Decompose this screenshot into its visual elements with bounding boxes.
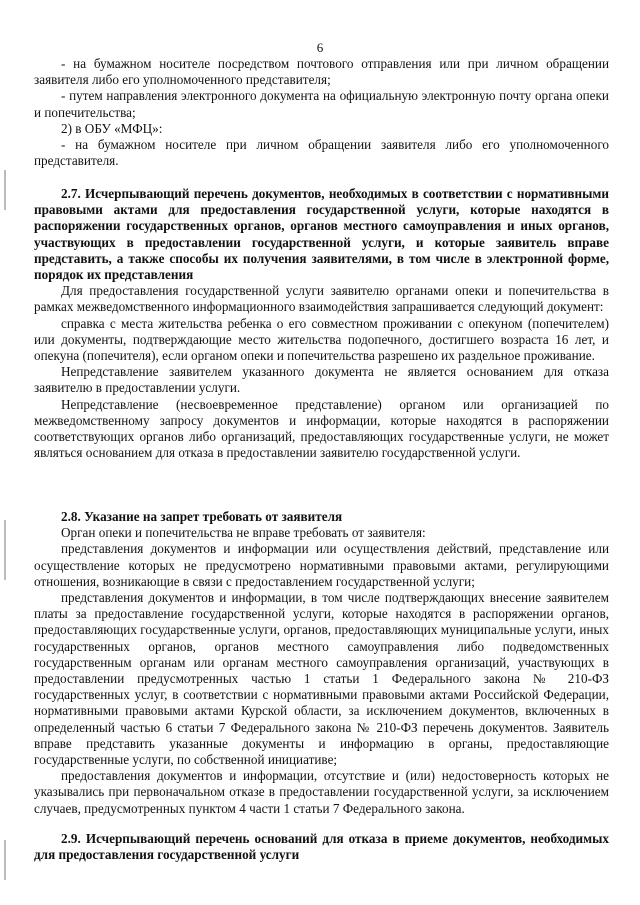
- paragraph: Непредставление (несвоевременное представление) органом или организацией по межведомственному запросу документов и информации, которые находятся в распоряжении соответствующих органов либо организаций, предоставляющих государственные услуги, не может являться основанием для отказа в предоставлении заявителю государственной услуги.: [34, 396, 609, 461]
- page-number: 6: [316, 40, 324, 55]
- paragraph: Орган опеки и попечительства не вправе требовать от заявителя:: [61, 525, 426, 541]
- top-paragraphs: [34, 56, 609, 169]
- section-2-8: [34, 509, 609, 817]
- paragraph: справка с места жительства ребенка о его совместном проживании с опекуном (попечителем) или документы, подтверждающие место жительства подопечного, достигшего возраста 16 лет, и опекуна (попечителя), если органом опеки и попечительства разрешено их раздельное проживание.: [34, 315, 609, 364]
- paragraph: представления документов и информации или осуществления действий, представление или осуществление которых не предусмотрено нормативными правовыми актами, регулирующими отношения, возникающие в связи с предоставлением государственной услуги;: [34, 541, 609, 589]
- section-heading: 2.9. Исчерпывающий перечень оснований для отказа в приеме документов, необходимых для предоставления государственной услуги: [34, 831, 609, 863]
- paragraph: представления документов и информации, в том числе подтверждающих внесение заявителем платы за предоставление государственной услуги, которые находятся в распоряжении органов, предоставляющих государственные услуги, органов, предоставляющих муниципальные услуги, иных государственных органов, органов местного самоуправления либо подведомственных государственным органам или органам местного самоуправления организаций, участвующих в предоставлении предусмотренных частью 1 статьи 1 Федерального закона № 210-ФЗ государственных услуг, в соответствии с нормативными правовыми актами Российской Федерации, нормативными правовыми актами Курской области, за исключением документов, включенных в определенный частью 6 статьи 7 Федерального закона № 210-ФЗ перечень документов. Заявитель вправе представить указанные документы и информацию в органы, предоставляющие государственные услуги, по собственной инициативе;: [34, 590, 609, 768]
- paragraph: Для предоставления государственной услуги заявителю органами опеки и попечительства в рамках межведомственного информационного взаимодействия запрашивается следующий документ:: [34, 283, 609, 315]
- scan-margin-mark: [4, 520, 6, 580]
- paragraph: - на бумажном носителе при личном обращении заявителя либо его уполномоченного представителя.: [34, 137, 609, 169]
- scan-margin-mark: [4, 170, 6, 210]
- section-2-7: [34, 186, 609, 461]
- paragraph: Непредставление заявителем указанного документа не является основанием для отказа заявителю в предоставлении услуги.: [34, 364, 609, 396]
- scan-margin-mark: [4, 840, 6, 880]
- paragraph: 2) в ОБУ «МФЦ»:: [61, 120, 163, 136]
- paragraph: предоставления документов и информации, отсутствие и (или) недостоверность которых не указывались при первоначальном отказе в предоставлении государственной услуги, за исключением случаев, предусмотренных пунктом 4 части 1 статьи 7 Федерального закона.: [34, 768, 609, 816]
- section-2-9: [34, 831, 609, 863]
- section-heading: 2.8. Указание на запрет требовать от заявителя: [61, 509, 343, 524]
- section-heading: 2.7. Исчерпывающий перечень документов, необходимых в соответствии с нормативными правовыми актами для предоставления государственной услуги, которые находятся в распоряжении государственных органов, органов местного самоуправления и иных органов, участвующих в предоставлении государственной услуги, и которые заявитель вправе представить, а также способы их получения заявителями, в том числе в электронной форме, порядок их представления: [34, 186, 609, 283]
- paragraph: - путем направления электронного документа на официальную электронную почту органа опеки и попечительства;: [34, 88, 609, 120]
- paragraph: - на бумажном носителе посредством почтового отправления или при личном обращении заявителя либо его уполномоченного представителя;: [34, 56, 609, 88]
